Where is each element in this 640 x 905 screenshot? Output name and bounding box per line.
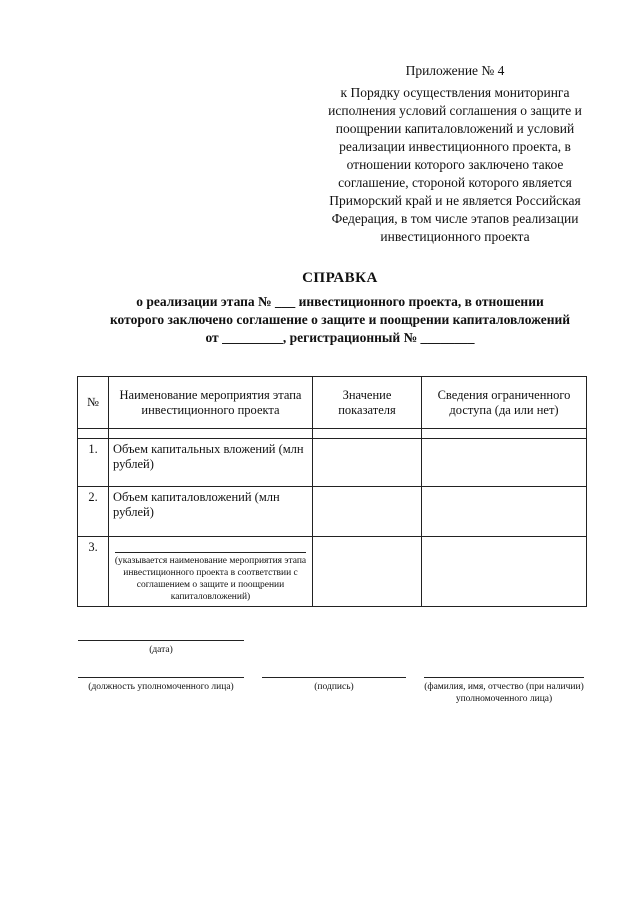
signature-line — [262, 677, 406, 678]
signature-caption: (подпись) — [314, 682, 354, 692]
fill-in-line[interactable] — [115, 540, 306, 553]
table-row — [78, 439, 587, 487]
position-caption: (должность уполномоченного лица) — [88, 682, 234, 692]
row-num: 3. — [78, 537, 109, 607]
position-line — [78, 677, 244, 678]
document-title: СПРАВКА — [302, 270, 378, 286]
document-subtitle — [60, 293, 620, 347]
fullname-caption: (фамилия, имя, отчество (при наличии) уполномоченного лица) — [424, 682, 584, 704]
signature-field[interactable] — [262, 677, 406, 693]
row-access-cell[interactable] — [422, 439, 587, 487]
appendix-line: к Порядку осуществления мониторинга — [340, 85, 570, 100]
report-table — [77, 376, 587, 607]
row-note: (указывается наименование мероприятия этапа инвестиционного проекта в соответствии с соглашением о защите и поощрении капиталовложений) — [114, 556, 307, 602]
fullname-field[interactable] — [424, 677, 584, 705]
row-name-cell — [109, 537, 313, 607]
header-name: Наименование мероприятия этапа инвестиционного проекта — [109, 377, 313, 429]
row-access-cell[interactable] — [422, 487, 587, 537]
table-row — [78, 537, 587, 607]
table-row — [78, 487, 587, 537]
appendix-line: поощрении капиталовложений и условий — [335, 121, 575, 136]
appendix-block — [300, 62, 610, 246]
appendix-line: реализации инвестиционного проекта, в — [339, 139, 571, 154]
date-field[interactable] — [78, 640, 244, 656]
appendix-line: Приморский край и не является Российская — [329, 193, 581, 208]
header-access: Сведения ограниченного доступа (да или нет) — [422, 377, 587, 429]
row-value-cell[interactable] — [313, 487, 422, 537]
row-name: Объем капиталовложений (млн рублей) — [109, 487, 313, 537]
row-value-cell[interactable] — [313, 439, 422, 487]
subtitle-line: которого заключено соглашение о защите и поощрении капиталовложений — [109, 312, 571, 327]
subtitle-line: о реализации этапа № ___ инвестиционного проекта, в отношении — [136, 294, 544, 309]
table-spacer-row — [78, 429, 587, 439]
appendix-line: отношении которого заключено такое — [346, 157, 564, 172]
appendix-line: Федерация, в том числе этапов реализации — [331, 211, 579, 226]
row-name: Объем капитальных вложений (млн рублей) — [109, 439, 313, 487]
row-value-cell[interactable] — [313, 537, 422, 607]
row-access-cell[interactable] — [422, 537, 587, 607]
appendix-title: Приложение № 4 — [405, 63, 505, 78]
appendix-line: инвестиционного проекта — [380, 229, 530, 244]
appendix-line: исполнения условий соглашения о защите и — [328, 103, 582, 118]
row-num: 1. — [78, 439, 109, 487]
header-value: Значение показателя — [313, 377, 422, 429]
fullname-line — [424, 677, 584, 678]
row-num: 2. — [78, 487, 109, 537]
position-field[interactable] — [78, 677, 244, 693]
table-header-row — [78, 377, 587, 429]
header-num: № — [78, 377, 109, 429]
date-caption: (дата) — [149, 645, 173, 655]
subtitle-line: от _________, регистрационный № ________ — [205, 330, 475, 345]
appendix-line: соглашение, стороной которого является — [338, 175, 572, 190]
date-line — [78, 640, 244, 641]
